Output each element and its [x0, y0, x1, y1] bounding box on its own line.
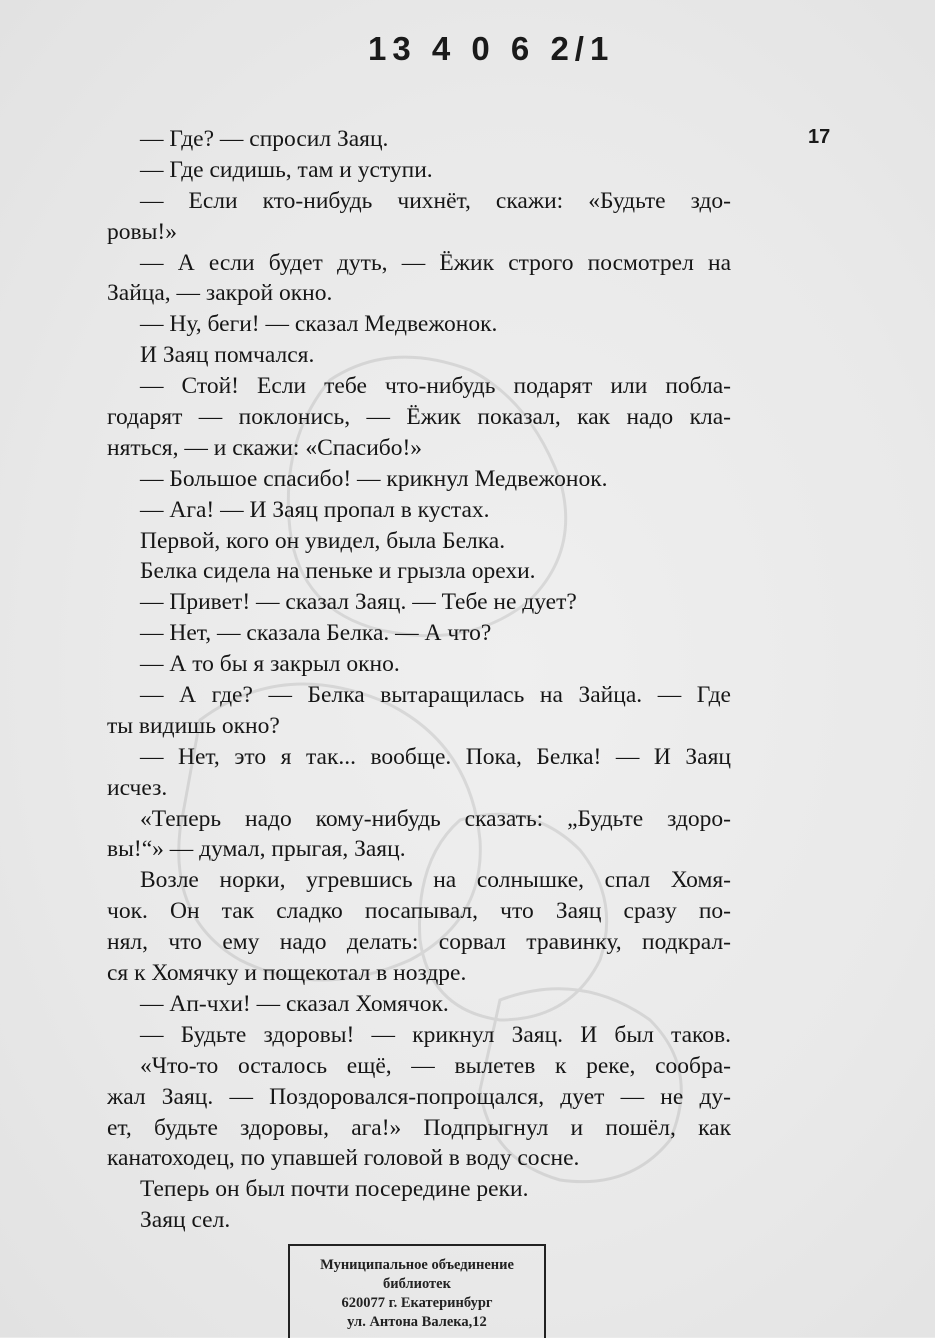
- text-line: Белка сидела на пеньке и грызла орехи.: [140, 558, 536, 585]
- text-line: — Нет, — сказала Белка. — А что?: [140, 620, 492, 647]
- library-stamp: [288, 1244, 546, 1338]
- text-line: Первой, кого он увидел, была Белка.: [140, 527, 506, 554]
- page-number: 17: [808, 126, 831, 148]
- text-line: жал Заяц. — Поздоровался-попрощался, дует — не ду-: [107, 1083, 731, 1110]
- stamp-line-libraries: библиотек: [383, 1276, 451, 1292]
- stamp-line-organization: Муниципальное объединение: [320, 1257, 514, 1273]
- text-line: И Заяц помчался.: [140, 342, 315, 369]
- stamp-line-street: ул. Антона Валека,12: [347, 1314, 487, 1330]
- text-line: канатоходец, по упавшей головой в воду сосне.: [107, 1145, 580, 1172]
- story-text: [107, 124, 731, 1236]
- text-line: вы!“» — думал, прыгая, Заяц.: [107, 836, 406, 863]
- text-line: — Ага! — И Заяц пропал в кустах.: [140, 496, 490, 523]
- text-line: годарят — поклонись, — Ёжик показал, как надо кла-: [107, 404, 731, 431]
- text-line: — Ну, беги! — сказал Медвежонок.: [140, 311, 498, 338]
- text-line: — Привет! — сказал Заяц. — Тебе не дует?: [140, 589, 577, 616]
- text-line: — А где? — Белка вытаращилась на Зайца. — Где: [140, 682, 731, 709]
- text-line: — А если будет дуть, — Ёжик строго посмотрел на: [140, 249, 731, 276]
- text-line: Заяц сел.: [140, 1207, 231, 1234]
- text-line: — Нет, это я так... вообще. Пока, Белка! — И Заяц: [140, 743, 731, 770]
- text-line: ты видишь окно?: [107, 712, 280, 739]
- text-line: Возле норки, угревшись на солнышке, спал Хомя-: [140, 867, 731, 894]
- inventory-number: 13 4 0 6 2/1: [368, 30, 615, 67]
- text-line: исчез.: [107, 774, 168, 801]
- text-line: ровы!»: [107, 218, 177, 245]
- text-line: — Ап-чхи! — сказал Хомячок.: [140, 990, 449, 1017]
- text-line: — Большое спасибо! — крикнул Медвежонок.: [140, 465, 608, 492]
- text-line: Зайца, — закрой окно.: [107, 280, 333, 307]
- text-line: — А то бы я закрыл окно.: [140, 651, 400, 678]
- text-line: нял, что ему надо делать: сорвал травинку, подкрал-: [107, 929, 731, 956]
- text-line: ет, будьте здоровы, ага!» Подпрыгнул и пошёл, как: [107, 1114, 731, 1141]
- stamp-line-city: 620077 г. Екатеринбург: [341, 1295, 493, 1311]
- text-line: чок. Он так сладко посапывал, что Заяц сразу по-: [107, 898, 731, 925]
- text-line: — Где? — спросил Заяц.: [140, 126, 389, 152]
- text-line: «Теперь надо кому-нибудь сказать: „Будьте здоро-: [140, 805, 731, 832]
- text-line: — Стой! Если тебе что-нибудь подарят или побла-: [140, 373, 731, 400]
- text-line: — Если кто-нибудь чихнёт, скажи: «Будьте здо-: [140, 187, 731, 214]
- text-line: Теперь он был почти посередине реки.: [140, 1176, 529, 1203]
- text-line: «Что-то осталось ещё, — вылетев к реке, сообра-: [140, 1052, 731, 1079]
- text-line: — Где сидишь, там и уступи.: [140, 156, 433, 183]
- text-line: ся к Хомячку и пощекотал в ноздре.: [107, 960, 467, 987]
- text-line: — Будьте здоровы! — крикнул Заяц. И был таков.: [140, 1021, 731, 1048]
- text-line: няться, — и скажи: «Спасибо!»: [107, 434, 423, 461]
